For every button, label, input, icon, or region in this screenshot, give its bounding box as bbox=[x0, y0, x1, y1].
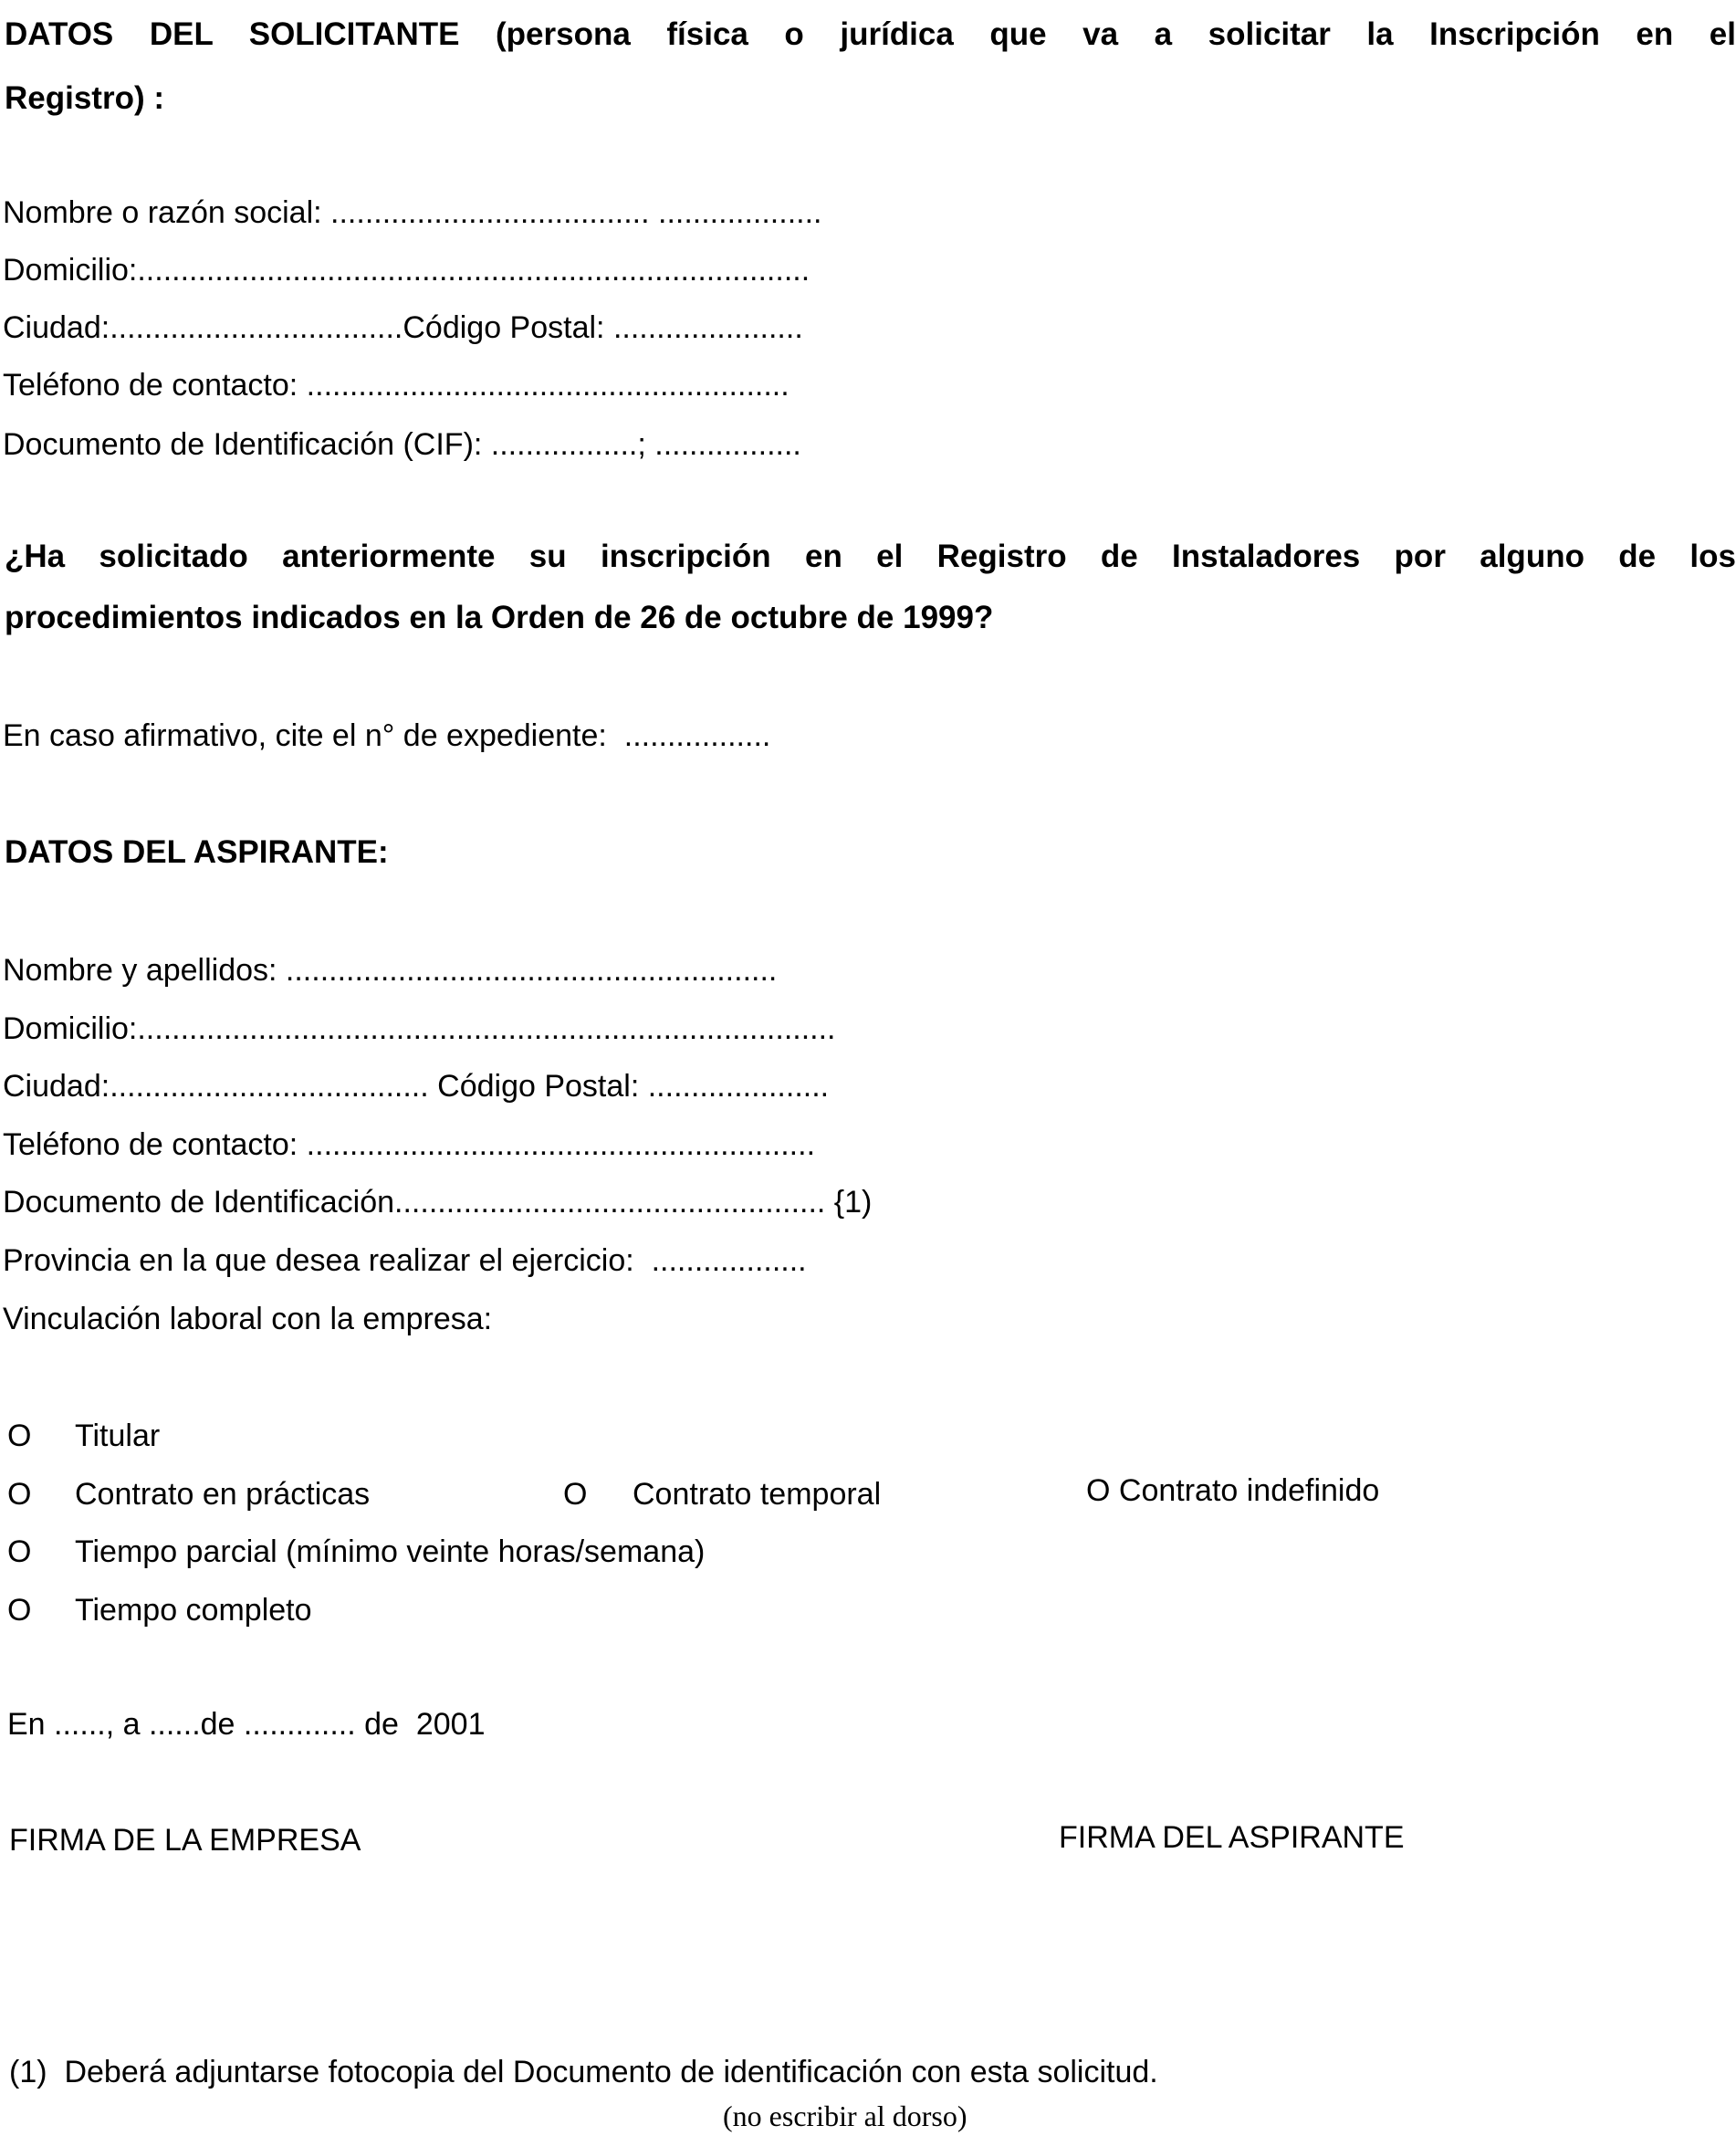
radio-bullet-icon: O bbox=[7, 1593, 32, 1628]
radio-bullet-icon: O bbox=[563, 1477, 588, 1512]
fecha-line: En ......, a ......de ............. de 2001 bbox=[7, 1707, 486, 1742]
field-provincia: Provincia en la que desea realizar el ejercicio: .................. bbox=[3, 1243, 807, 1278]
radio-bullet-icon: O bbox=[7, 1477, 32, 1512]
field-expediente: En caso afirmativo, cite el n° de expediente: ................. bbox=[3, 718, 771, 753]
option-label: Tiempo completo bbox=[75, 1593, 312, 1628]
field-vinculacion-label: Vinculación laboral con la empresa: bbox=[3, 1302, 493, 1336]
field-documento-identificacion: Documento de Identificación.................................................. {1) bbox=[3, 1185, 873, 1220]
pregunta-line2: procedimientos indicados en la Orden de 26 de octubre de 1999? bbox=[5, 600, 994, 635]
field-telefono-aspirante: Teléfono de contacto: ........................................................... bbox=[3, 1127, 816, 1162]
nota-documento: (1) Deberá adjuntarse fotocopia del Documento de identificación con esta solicitud. bbox=[9, 2055, 1158, 2089]
pregunta-line1: ¿Ha solicitado anteriormente su inscripción en el Registro de Instaladores por alguno de los bbox=[5, 539, 1736, 574]
field-documento-cif: Documento de Identificación (CIF): .................; ................. bbox=[3, 427, 801, 462]
field-nombre-apellidos: Nombre y apellidos: ......................................................... bbox=[3, 953, 778, 988]
solicitante-heading-line2: Registro) : bbox=[5, 80, 164, 116]
no-escribir-dorso: (no escribir al dorso) bbox=[723, 2099, 967, 2132]
field-domicilio-solicitante: Domicilio:.............................................................................. bbox=[3, 253, 810, 288]
field-telefono-solicitante: Teléfono de contacto: ........................................................ bbox=[3, 368, 790, 403]
option-label: Tiempo parcial (mínimo veinte horas/semana) bbox=[75, 1534, 706, 1569]
radio-bullet-icon: O bbox=[7, 1419, 32, 1453]
field-domicilio-aspirante: Domicilio:................................................................................. bbox=[3, 1011, 836, 1046]
option-label: O Contrato indefinido bbox=[1086, 1473, 1380, 1508]
solicitante-heading-line1: DATOS DEL SOLICITANTE (persona física o jurídica que va a solicitar la Inscripción en el bbox=[5, 16, 1736, 52]
firma-aspirante-label: FIRMA DEL ASPIRANTE bbox=[1059, 1820, 1405, 1855]
aspirante-heading: DATOS DEL ASPIRANTE: bbox=[5, 834, 389, 870]
option-label: Contrato en prácticas bbox=[75, 1477, 371, 1512]
firma-empresa-label: FIRMA DE LA EMPRESA bbox=[9, 1823, 361, 1858]
option-label: Titular bbox=[75, 1419, 161, 1453]
radio-bullet-icon: O bbox=[7, 1534, 32, 1569]
field-ciudad-solicitante: Ciudad:..................................Código Postal: ...................... bbox=[3, 310, 803, 345]
field-nombre-razon-social: Nombre o razón social: ..................................... ................... bbox=[3, 195, 822, 230]
option-label: Contrato temporal bbox=[633, 1477, 882, 1512]
field-ciudad-aspirante: Ciudad:..................................... Código Postal: ..................... bbox=[3, 1069, 830, 1104]
